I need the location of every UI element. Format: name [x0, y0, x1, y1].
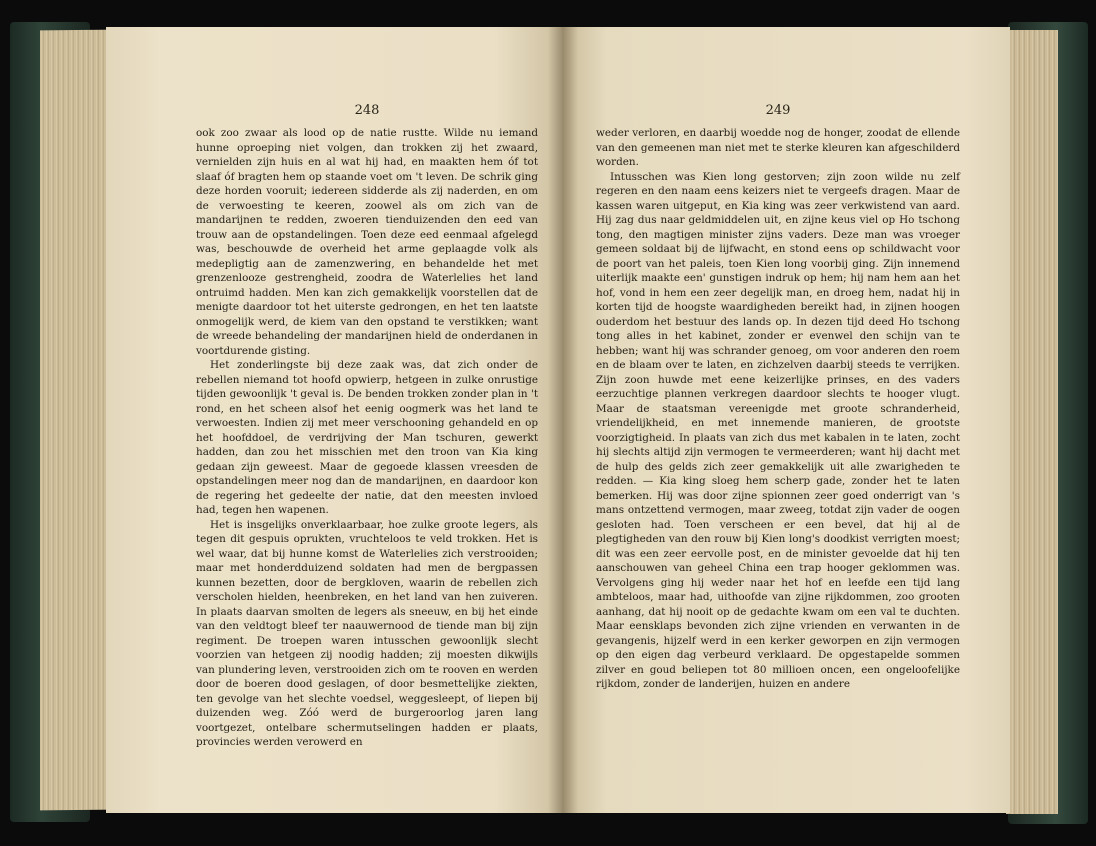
- page-body: [196, 126, 538, 750]
- book-gutter: [548, 27, 578, 813]
- page-number: 248: [354, 103, 380, 118]
- paragraph: ook zoo zwaar als lood op de natie rustte. Wilde nu iemand hunne oproeping niet volgen, dan trokken zij het zwaard, vernielden zijn huis en al wat hij had, en maakten hem óf tot slaaf óf bragten hem op staande voet om 't leven. De schrik ging deze horden vooruit; iedereen sidderde als zij naderden, en om de verwoesting te keeren, zoowel als om zich van de mandarijnen te redden, zwoeren tienduizenden den eed van trouw aan de opstandelingen. Toen deze eed eenmaal afgelegd was, beschouwde de overheid het arme geplaagde volk als medepligtig aan de zamenzwering, en behandelde het met grenzenlooze gestrengheid, zoodra de Waterlelies het land ontruimd hadden. Men kan zich gemakkelijk voorstellen dat de menigte daardoor tot het uiterste gedrongen, en het ten laatste onmogelijk werd, de kiem van den opstand te verstikken; want de wreede behandeling der mandarijnen hield de onderdanen in voortdurende gisting.: [196, 127, 538, 357]
- right-page: [562, 27, 1010, 813]
- page-edges-right: [1006, 30, 1058, 814]
- page-number: 249: [765, 103, 791, 118]
- page-body: [596, 126, 960, 692]
- paragraph: Het zonderlingste bij deze zaak was, dat zich onder de rebellen niemand tot hoofd opwierp, hetgeen in zulke onrustige tijden gewoonlijk 't geval is. De benden trokken zonder plan in 't rond, en het scheen alsof het eenig oogmerk was het land te verwoesten. Indien zij met meer verschooning gehandeld en op het hoofddoel, de verdrijving der Man tschuren, gewerkt hadden, dan zou het misschien met den troon van Kia king gedaan zijn geweest. Maar de gegoede klassen vreesden de opstandelingen meer nog dan de mandarijnen, en daardoor kon de regering het gedeelte der natie, dat den meesten invloed had, tegen hen wapenen.: [196, 359, 538, 516]
- paragraph: Het is insgelijks onverklaarbaar, hoe zulke groote legers, als tegen dit gespuis oprukten, vruchteloos te veld trokken. Het is wel waar, dat bij hunne komst de Waterlelies zich verstrooiden; maar met honderdduizend soldaten had men de bergpassen kunnen bezetten, door de bergkloven, waarin de rebellen zich verscholen hielden, heenbreken, en het land van hen zuiveren. In plaats daarvan smolten de legers als sneeuw, en bij het einde van den veldtogt bleef ter naauwernood de tiende man bij zijn regiment. De troepen waren intusschen gewoonlijk slecht voorzien van hetgeen zij noodig hadden; zij moesten dikwijls van plundering leven, verstrooiden zich om te rooven en werden door de boeren dood geslagen, of door besmettelijke ziekten, ten gevolge van het slechte voedsel, weggesleept, of liepen bij duizenden weg. Zóó werd de burgeroorlog jaren lang voortgezet, ontelbare schermutselingen hadden er plaats, provincies werden verowerd en: [196, 518, 538, 748]
- page-edges-left: [40, 30, 114, 811]
- paragraph: Intusschen was Kien long gestorven; zijn zoon wilde nu zelf regeren en den naam eens keizers niet te vergeefs dragen. Maar de kassen waren uitgeput, en Kia king was zeer verkwistend van aard. Hij zag dus naar geldmiddelen uit, en zijne keus viel op Ho tschong tong, den magtigen minister zijns vaders. Deze man was vroeger gemeen soldaat bij de lijfwacht, en stond eens op schildwacht voor de poort van het paleis, toen Kien long voorbij ging. Zijn innemend uiterlijk maakte een' gunstigen indruk op hem; hij nam hem aan het hof, vond in hem een zeer degelijk man, en droeg hem, nadat hij in korten tijd de hoogste waardigheden bereikt had, in zijnen hoogen ouderdom het bestuur des lands op. In dezen tijd deed Ho tschong tong alles in het kabinet, zonder er evenwel den schijn van te hebben; want hij was schrander genoeg, om voor anderen den roem en de blaam over te laten, en zichzelven daarbij steeds te verrijken. Zijn zoon huwde met eene keizerlijke prinses, en des vaders eerzuchtige plannen verkregen daardoor slechts te hooger vlugt. Maar de staatsman vereenigde met groote schranderheid, vriendelijkheid, en met innemende manieren, de grootste voorzigtigheid. In plaats van zich dus met kabalen in te laten, zocht hij slechts altijd zijn vermogen te vermeerderen; want hij dacht met de hulp des gelds zich zeer gemakkelijk uit alle zwarigheden te redden. — Kia king sloeg hem scherp gade, zonder het te laten bemerken. Hij was door zijne spionnen zeer goed onderrigt van 's mans ontzettend vermogen, maar zweeg, totdat zijn vader de oogen gesloten had. Toen verscheen er een bevel, dat hij al de plegtigheden van den rouw bij Kien long's doodkist verrigten moest; dit was een zeer eervolle post, en de minister gevoelde dat hij ten aanschouwen van geheel China een trap hooger geklommen was. Vervolgens ging hij weder naar het hof en leefde een tijd lang ambteloos, maar had, uithoofde van zijne rijkdommen, zoo grooten aanhang, dat hij nooit op de gedachte kwam om een val te duchten. Maar eensklaps bevonden zich zijne vrienden en verwanten in de gevangenis, hijzelf werd in een kerker geworpen en zijn vermogen op den eigen dag verbeurd verklaard. De opgestapelde sommen zilver en goud beliepen tot 80 millioen oncen, een ongeloofelijke rijkdom, zonder de landerijen, huizen en andere: [596, 170, 960, 690]
- paragraph: weder verloren, en daarbij woedde nog de honger, zoodat de ellende van den gemeenen man niet met te sterke kleuren kan afgeschilderd worden.: [596, 127, 960, 168]
- left-page: [106, 27, 562, 813]
